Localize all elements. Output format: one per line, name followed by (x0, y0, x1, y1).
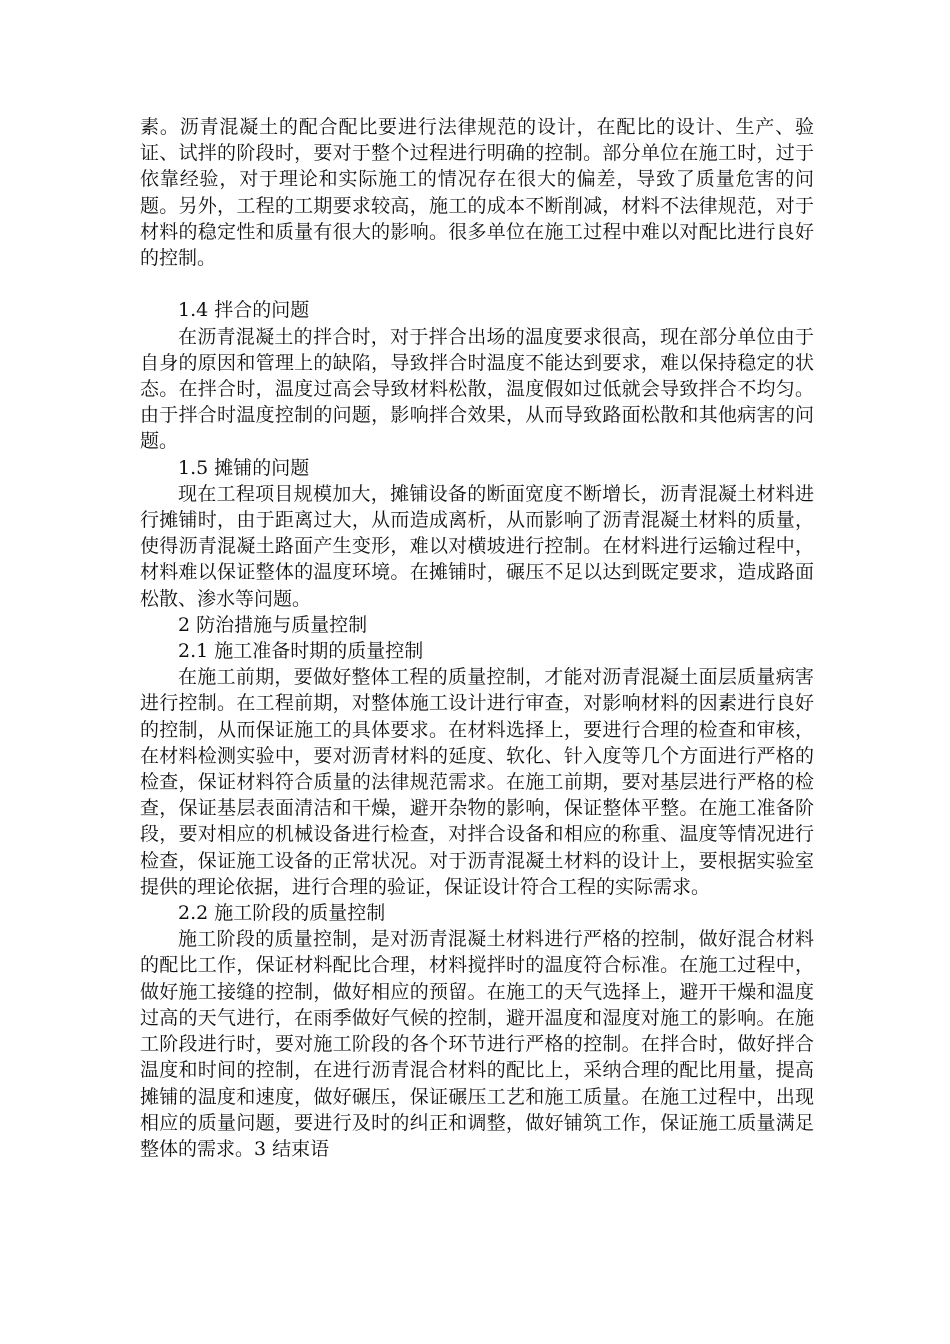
heading-1-5: 1.5 摊铺的问题 (178, 456, 310, 479)
paragraph-paving: 现在工程项目规模加大，摊铺设备的断面宽度不断增长，沥青混凝土材料进行摊铺时，由于距离过大，从而造成离析，从而影响了沥青混凝土材料的质量，使得沥青混凝土路面产生变形，难以对横坡进行控制。在材料进行运输过程中，材料难以保证整体的温度环境。在摊铺时，碾压不足以达到既定要求，造成路面松散、渗水等问题。 (140, 482, 814, 610)
paragraph-construction: 施工阶段的质量控制，是对沥青混凝土材料进行严格的控制，做好混合材料的配比工作，保证材料配比合理，材料搅拌时的温度符合标准。在施工过程中，做好施工接缝的控制，做好相应的预留。在施工的天气选择上，避开干燥和温度过高的天气进行，在雨季做好气候的控制，避开温度和湿度对施工的影响。在施工阶段进行时，要对施工阶段的各个环节进行严格的控制。在拌合时，做好拌合温度和时间的控制，在进行沥青混合材料的配比上，采纳合理的配比用量，提高摊铺的温度和速度，做好碾压，保证碾压工艺和施工质量。在施工过程中，出现相应的质量问题，要进行及时的纠正和调整，做好铺筑工作，保证施工质量满足整体的需求。3 结束语 (140, 928, 814, 1160)
heading-2-1: 2.1 施工准备时期的质量控制 (178, 640, 424, 663)
document-page (140, 114, 814, 1162)
paragraph-mix-ratio: 素。沥青混凝土的配合配比要进行法律规范的设计，在配比的设计、生产、验证、试拌的阶段时，要对于整个过程进行明确的控制。部分单位在施工时，过于依靠经验，对于理论和实际施工的情况存在很大的偏差，导致了质量危害的问题。另外，工程的工期要求较高，施工的成本不断削减，材料不法律规范，对于材料的稳定性和质量有很大的影响。很多单位在施工过程中难以对配比进行良好的控制。 (140, 116, 814, 270)
heading-1-4: 1.4 拌合的问题 (178, 299, 310, 322)
heading-2-2: 2.2 施工阶段的质量控制 (178, 902, 386, 925)
heading-2: 2 防治措施与质量控制 (178, 613, 368, 636)
paragraph-mixing: 在沥青混凝土的拌合时，对于拌合出场的温度要求很高，现在部分单位由于自身的原因和管理上的缺陷，导致拌合时温度不能达到要求，难以保持稳定的状态。在拌合时，温度过高会导致材料松散，温度假如过低就会导致拌合不均匀。由于拌合时温度控制的问题，影响拌合效果，从而导致路面松散和其他病害的问题。 (140, 325, 814, 453)
paragraph-preparation: 在施工前期，要做好整体工程的质量控制，才能对沥青混凝土面层质量病害进行控制。在工程前期，对整体施工设计进行审查，对影响材料的因素进行良好的控制，从而保证施工的具体要求。在材料选择上，要进行合理的检查和审核，在材料检测实验中，要对沥青材料的延度、软化、针入度等几个方面进行严格的检查，保证材料符合质量的法律规范需求。在施工前期，要对基层进行严格的检查，保证基层表面清洁和干燥，避开杂物的影响，保证整体平整。在施工准备阶段，要对相应的机械设备进行检查，对拌合设备和相应的称重、温度等情况进行检查，保证施工设备的正常状况。对于沥青混凝土材料的设计上，要根据实验室提供的理论依据，进行合理的验证，保证设计符合工程的实际需求。 (140, 666, 814, 898)
paragraph-spacer (140, 271, 814, 297)
